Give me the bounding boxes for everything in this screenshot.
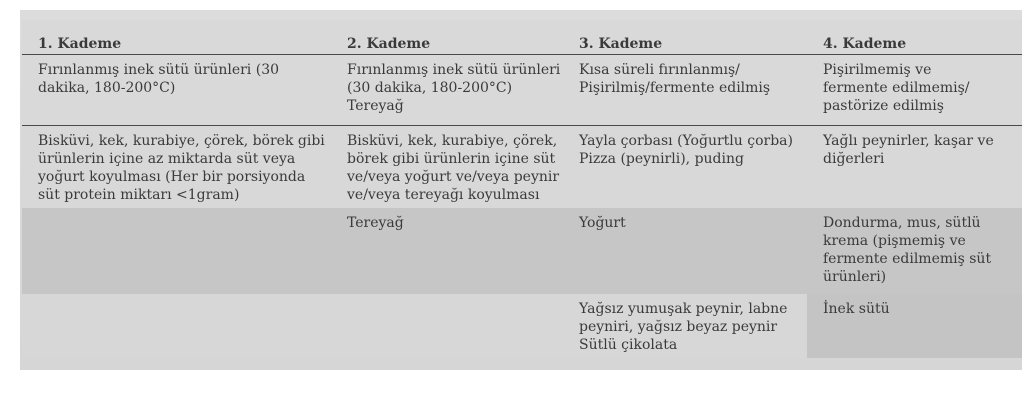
cell-line: süt protein miktarı <1gram)	[38, 187, 240, 203]
cell-line: börek gibi ürünlerin içine süt	[347, 151, 556, 167]
cell-line: dakika, 180-200°C)	[38, 80, 176, 96]
cell-line: Tereyağ	[347, 98, 404, 114]
table-cell	[807, 126, 1022, 209]
table-cell	[22, 126, 331, 209]
cell-line: ve/veya yoğurt ve/veya peynir	[347, 169, 560, 185]
table-cell	[807, 294, 1022, 358]
cell-line: Tereyağ	[347, 215, 404, 231]
table-cell	[563, 208, 807, 294]
cell-line: diğerleri	[823, 151, 885, 167]
table-cell	[563, 126, 807, 209]
table-cell	[563, 55, 807, 126]
table-row	[22, 55, 1022, 126]
table-cell	[331, 126, 563, 209]
cell-line: ve/veya tereyağı koyulması	[347, 187, 540, 203]
table-cell	[563, 294, 807, 358]
table-cell	[331, 208, 563, 294]
table-row	[22, 126, 1022, 209]
header-stage-1: 1. Kademe	[22, 20, 331, 55]
cell-line: ürünleri)	[823, 269, 887, 285]
cell-line: Yayla çorbası (Yoğurtlu çorba)	[579, 133, 793, 149]
cell-line: Fırınlanmış inek sütü ürünleri	[347, 62, 561, 78]
cell-line: Pizza (peynirli), puding	[579, 151, 744, 167]
header-stage-2: 2. Kademe	[331, 20, 563, 55]
cell-line: pastörize edilmiş	[823, 98, 944, 114]
cell-line: Yağlı peynirler, kaşar ve	[823, 133, 994, 149]
header-stage-4: 4. Kademe	[807, 20, 1022, 55]
cell-line: (30 dakika, 180-200°C)	[347, 80, 513, 96]
table-cell-empty	[22, 208, 331, 294]
cell-line: yoğurt koyulması (Her bir porsiyonda	[38, 169, 306, 185]
table-cell-empty	[22, 294, 331, 358]
cell-line: Sütlü çikolata	[579, 337, 678, 353]
table-cell-empty	[331, 294, 563, 358]
table-row	[22, 208, 1022, 294]
header-row	[22, 20, 1022, 55]
table-cell	[331, 55, 563, 126]
cell-line: İnek sütü	[823, 301, 890, 317]
cell-line: Pişirilmiş/fermente edilmiş	[579, 80, 771, 96]
milk-ladder-table	[22, 20, 1022, 358]
table-cell	[807, 208, 1022, 294]
cell-line: Yağsız yumuşak peynir, labne	[579, 301, 788, 317]
cell-line: fermente edilmemiş süt	[823, 251, 992, 267]
header-stage-3: 3. Kademe	[563, 20, 807, 55]
cell-line: Bisküvi, kek, kurabiye, çörek,	[347, 133, 558, 149]
cell-line: Bisküvi, kek, kurabiye, çörek, börek gibi	[38, 133, 325, 149]
cell-line: Kısa süreli fırınlanmış/	[579, 62, 740, 78]
table-cell	[22, 55, 331, 126]
cell-line: Fırınlanmış inek sütü ürünleri (30	[38, 62, 280, 78]
table-row	[22, 294, 1022, 358]
cell-line: fermente edilmemiş/	[823, 80, 970, 96]
cell-line: Pişirilmemiş ve	[823, 62, 932, 78]
cell-line: peyniri, yağsız beyaz peynir	[579, 319, 778, 335]
cell-line: krema (pişmemiş ve	[823, 233, 966, 249]
table-cell	[807, 55, 1022, 126]
cell-line: Dondurma, mus, sütlü	[823, 215, 981, 231]
cell-line: ürünlerin içine az miktarda süt veya	[38, 151, 296, 167]
cell-line: Yoğurt	[579, 215, 626, 231]
